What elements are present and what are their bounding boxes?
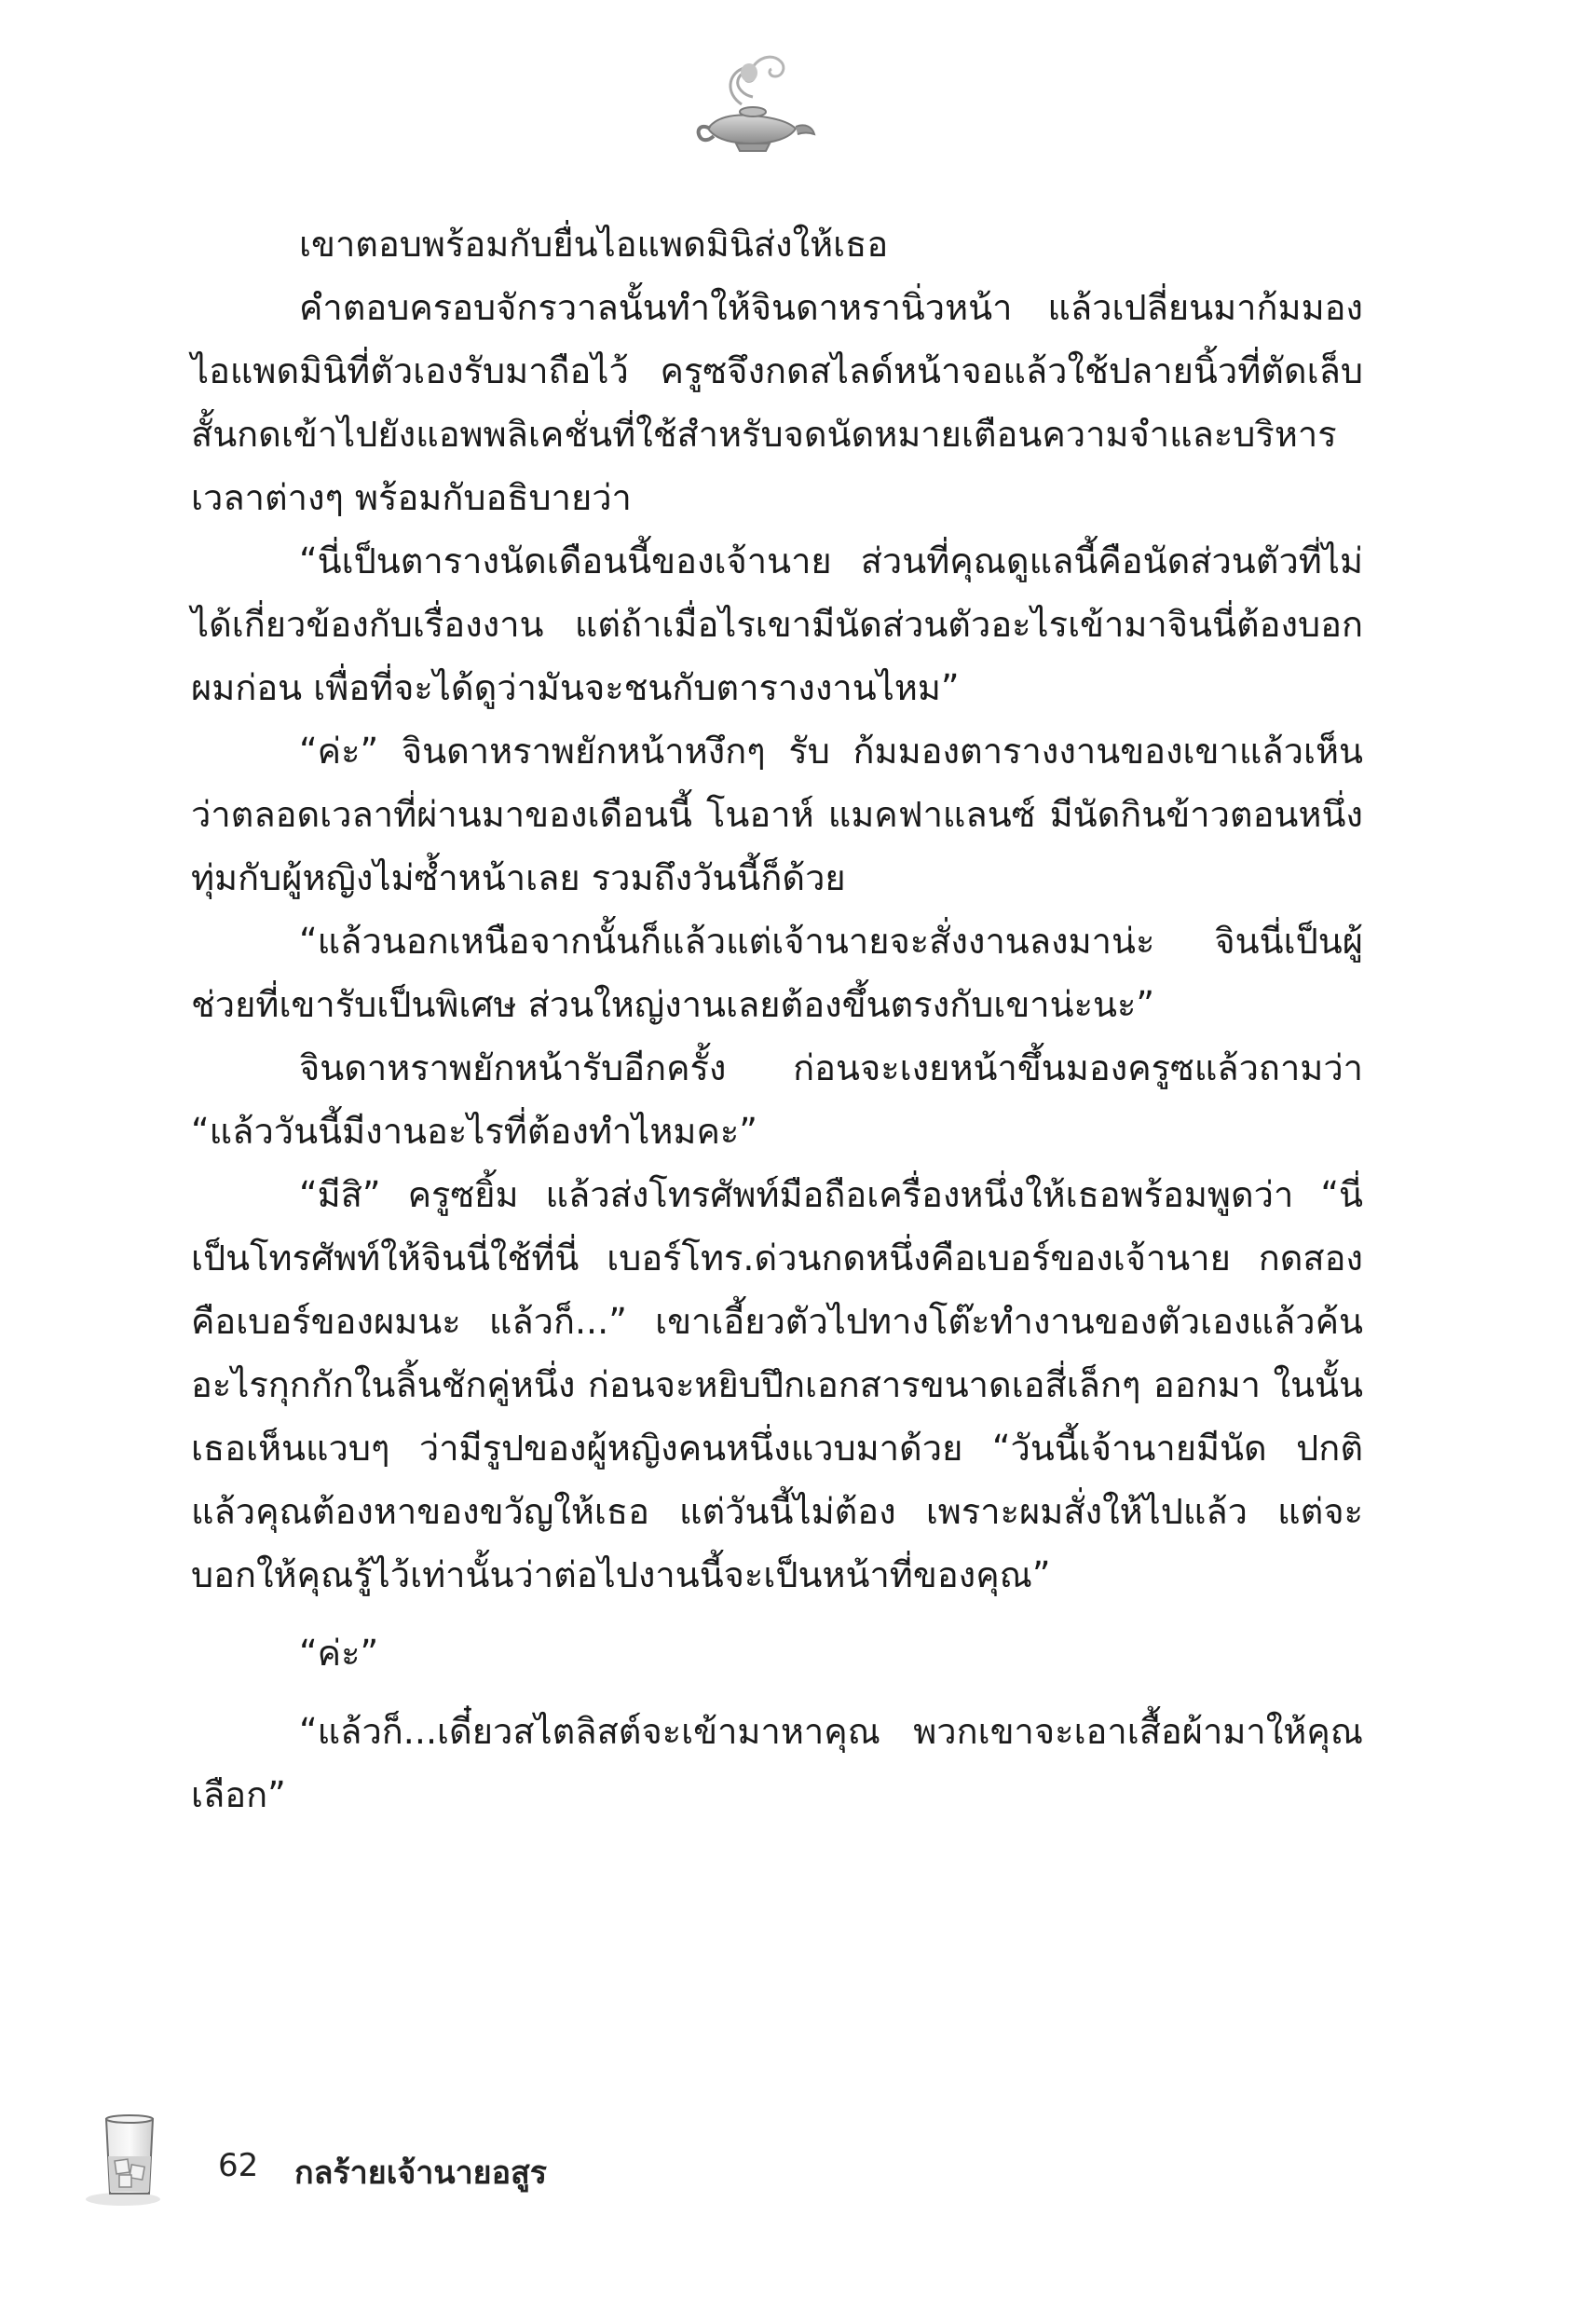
paragraph: คำตอบครอบจักรวาลนั้นทำให้จินดาหรานิ่วหน้า แล้วเปลี่ยนมาก้มมองไอแพดมินิที่ตัวเองรับมาถือไว้ ครูซจึงกดสไลด์หน้าจอแล้วใช้ปลายนิ้วที่ตัดเล็บสั้นกดเข้าไปยังแอพพลิเคชั่นที่ใช้สำหรับจดนัดหมายเตือนความจำและบริหารเวลาต่างๆ พร้อมกับอธิบายว่า [191, 287, 1363, 518]
magic-lamp-with-genie-icon [688, 48, 818, 160]
paragraph: “ค่ะ” [299, 1633, 379, 1674]
paragraph: เขาตอบพร้อมกับยื่นไอแพดมินิส่งให้เธอ [299, 224, 889, 265]
story-text [191, 212, 1363, 1826]
paragraph: “นี่เป็นตารางนัดเดือนนี้ของเจ้านาย ส่วนที่คุณดูแลนี้คือนัดส่วนตัวที่ไม่ได้เกี่ยวข้องกับเรื่องงาน แต่ถ้าเมื่อไรเขามีนัดส่วนตัวอะไรเข้ามาจินนี่ต้องบอกผมก่อน เพื่อที่จะได้ดูว่ามันจะชนกับตารางงานไหม” [191, 540, 1363, 708]
paragraph: “แล้วก็...เดี๋ยวสไตลิสต์จะเข้ามาหาคุณ พวกเขาจะเอาเสื้อผ้ามาให้คุณเลือก” [191, 1711, 1363, 1815]
glass-with-ice-icon [82, 2108, 184, 2210]
page-number: 62 [218, 2147, 259, 2184]
book-title: กลร้ายเจ้านายอสูร [294, 2154, 548, 2192]
page-footer [82, 2108, 921, 2210]
paragraph: จินดาหราพยักหน้ารับอีกครั้ง ก่อนจะเงยหน้าขึ้นมองครูซแล้วถามว่า “แล้ววันนี้มีงานอะไรที่ต้องทำไหมคะ” [191, 1047, 1363, 1152]
paragraph: “ค่ะ” จินดาหราพยักหน้าหงึกๆ รับ ก้มมองตารางงานของเขาแล้วเห็นว่าตลอดเวลาที่ผ่านมาของเดือนนี้ โนอาห์ แมคฟาแลนซ์ มีนัดกินข้าวตอนหนึ่งทุ่มกับผู้หญิงไม่ซ้ำหน้าเลย รวมถึงวันนี้ก็ด้วย [191, 731, 1363, 898]
paragraph: “แล้วนอกเหนือจากนั้นก็แล้วแต่เจ้านายจะสั่งงานลงมาน่ะ จินนี่เป็นผู้ช่วยที่เขารับเป็นพิเศษ ส่วนใหญ่งานเลยต้องขึ้นตรงกับเขาน่ะนะ” [191, 921, 1363, 1025]
paragraph: “มีสิ” ครูซยิ้ม แล้วส่งโทรศัพท์มือถือเครื่องหนึ่งให้เธอพร้อมพูดว่า “นี่เป็นโทรศัพท์ให้จินนี่ใช้ที่นี่ เบอร์โทร.ด่วนกดหนึ่งคือเบอร์ของเจ้านาย กดสองคือเบอร์ของผมนะ แล้วก็...” เขาเอี้ยวตัวไปทางโต๊ะทำงานของตัวเองแล้วค้นอะไรกุกกักในลิ้นชักคู่หนึ่ง ก่อนจะหยิบปึกเอกสารขนาดเอสี่เล็กๆ ออกมา ในนั้นเธอเห็นแวบๆ ว่ามีรูปของผู้หญิงคนหนึ่งแวบมาด้วย “วันนี้เจ้านายมีนัด ปกติแล้วคุณต้องหาของขวัญให้เธอ แต่วันนี้ไม่ต้อง เพราะผมสั่งให้ไปแล้ว แต่จะบอกให้คุณรู้ไว้เท่านั้นว่าต่อไปงานนี้จะเป็นหน้าที่ของคุณ” [191, 1174, 1363, 1595]
